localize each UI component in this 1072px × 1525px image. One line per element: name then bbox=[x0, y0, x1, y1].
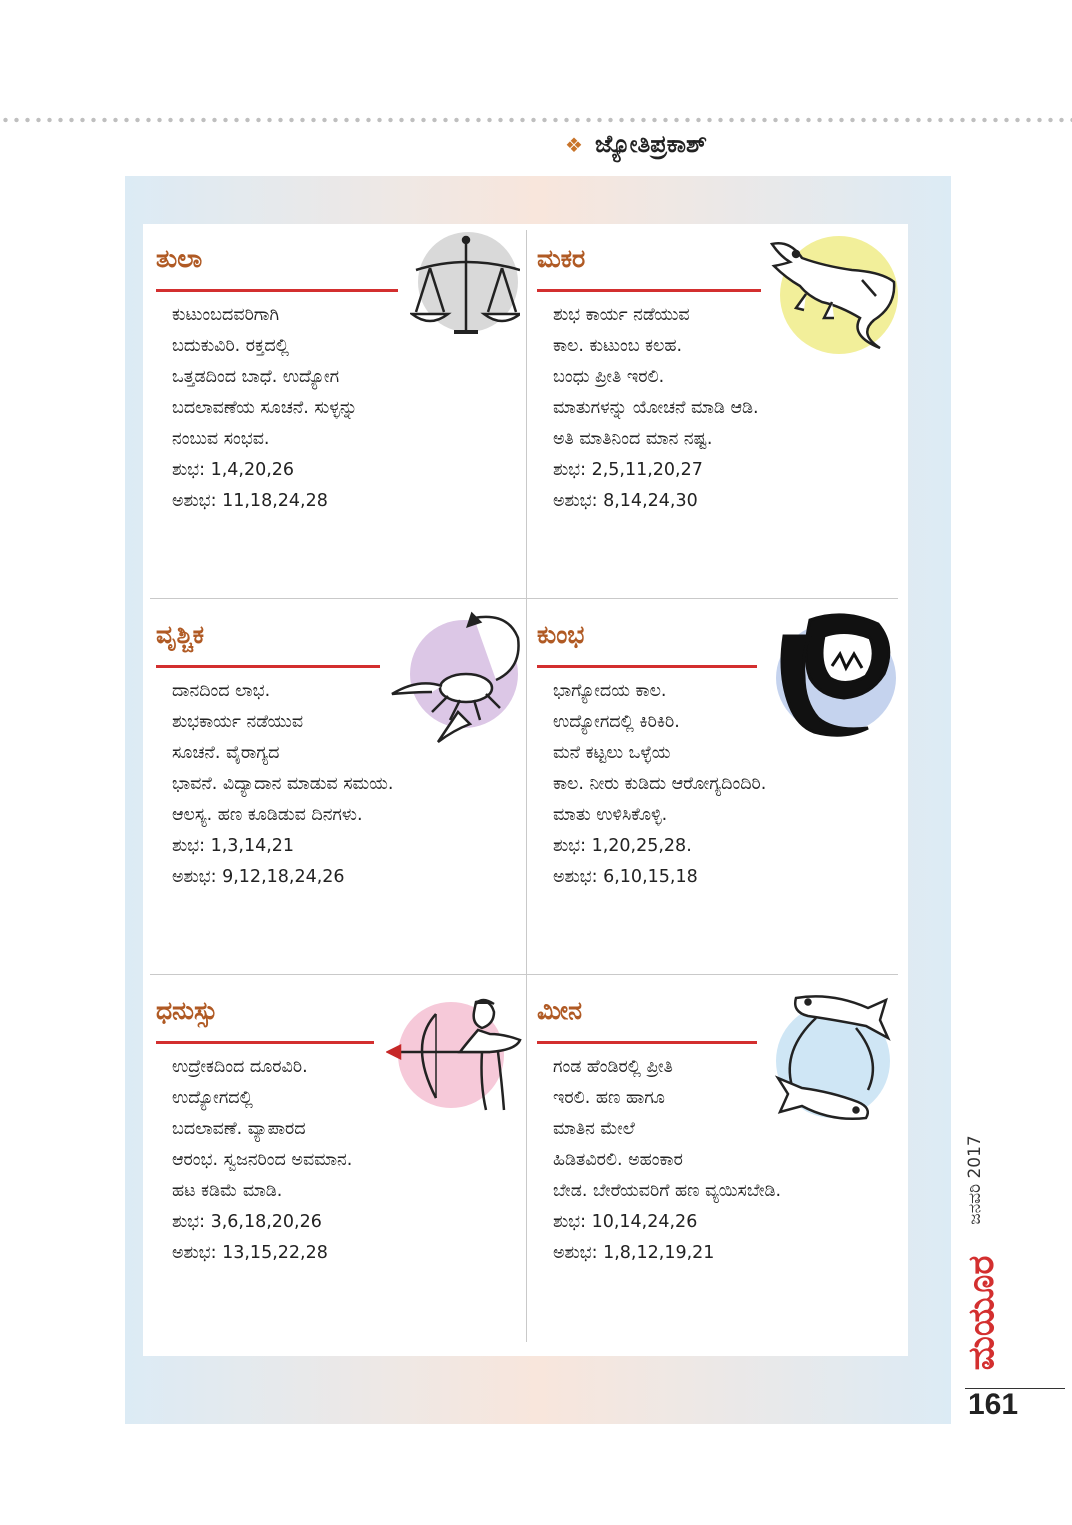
text-line: ನಂಬುವ ಸಂಭವ. bbox=[172, 429, 270, 449]
section-title: ಜ್ಯೋತಿಪ್ರಕಾಶ್ bbox=[594, 130, 707, 158]
column-divider bbox=[526, 230, 527, 1342]
row-divider bbox=[150, 974, 898, 975]
sagittarius-archer-icon bbox=[386, 994, 522, 1114]
text-line: ಆರಂಭ. ಸ್ವಜನರಿಂದ ಅವಮಾನ. bbox=[172, 1150, 353, 1170]
text-line: ಭಾವನೆ. ವಿದ್ಯಾದಾನ ಮಾಡುವ ಸಮಯ. bbox=[172, 774, 394, 794]
pisces-fish-icon bbox=[772, 990, 892, 1124]
title-underline bbox=[156, 665, 380, 668]
sign-title: ಕುಂಭ bbox=[537, 620, 585, 649]
text-line: ಒತ್ತಡದಿಂದ ಬಾಧೆ. ಉದ್ಯೋಗ bbox=[172, 367, 340, 387]
text-line: ಹಿಡಿತವಿರಲಿ. ಅಹಂಕಾರ bbox=[553, 1150, 683, 1170]
text-line: ಮನೆ ಕಟ್ಟಲು ಒಳ್ಳೆಯ bbox=[553, 743, 671, 763]
lucky-days: ಶುಭ: 1,3,14,21 bbox=[172, 836, 295, 856]
lucky-days: ಶುಭ: 3,6,18,20,26 bbox=[172, 1212, 322, 1232]
issue-date bbox=[962, 1130, 988, 1240]
sign-title: ತುಲಾ bbox=[156, 244, 203, 273]
text-line: ಬದುಕುವಿರಿ. ರಕ್ತದಲ್ಲಿ bbox=[172, 336, 289, 356]
sign-title: ಧನುಸ್ಸು bbox=[156, 996, 218, 1025]
sign-text bbox=[172, 676, 393, 893]
text-line: ಆಲಸ್ಯ. ಹಣ ಕೂಡಿಡುವ ದಿನಗಳು. bbox=[172, 805, 363, 825]
text-line: ಉದ್ರೇಕದಿಂದ ದೂರವಿರಿ. bbox=[172, 1057, 308, 1077]
aquarius-pot-icon bbox=[774, 606, 898, 744]
title-underline bbox=[156, 1041, 374, 1044]
section-heading bbox=[565, 130, 707, 158]
lucky-days: ಶುಭ: 1,4,20,26 bbox=[172, 460, 295, 480]
unlucky-days: ಅಶುಭ: 6,10,15,18 bbox=[553, 867, 698, 887]
text-line: ಅತಿ ಮಾತಿನಿಂದ ಮಾನ ನಷ್ಟ. bbox=[553, 429, 713, 449]
text-line: ಬದಲಾವಣೆಯ ಸೂಚನೆ. ಸುಳ್ಳನ್ನು bbox=[172, 398, 358, 418]
unlucky-days: ಅಶುಭ: 11,18,24,28 bbox=[172, 491, 328, 511]
lucky-days: ಶುಭ: 1,20,25,28. bbox=[553, 836, 692, 856]
text-line: ಶುಭಕಾರ್ಯ ನಡೆಯುವ bbox=[172, 712, 304, 732]
title-underline bbox=[537, 1041, 757, 1044]
scorpio-scorpion-icon bbox=[388, 608, 522, 748]
unlucky-days: ಅಶುಭ: 13,15,22,28 bbox=[172, 1243, 328, 1263]
unlucky-days: ಅಶುಭ: 8,14,24,30 bbox=[553, 491, 698, 511]
text-line: ಉದ್ಯೋಗದಲ್ಲಿ bbox=[172, 1088, 253, 1108]
text-line: ದಾನದಿಂದ ಲಾಭ. bbox=[172, 681, 271, 701]
text-line: ಉದ್ಯೋಗದಲ್ಲಿ ಕಿರಿಕಿರಿ. bbox=[553, 712, 680, 732]
lucky-days: ಶುಭ: 10,14,24,26 bbox=[553, 1212, 698, 1232]
text-line: ಭಾಗ್ಯೋದಯ ಕಾಲ. bbox=[553, 681, 667, 701]
text-line: ಕುಟುಂಬದವರಿಗಾಗಿ bbox=[172, 305, 280, 325]
sign-text bbox=[553, 676, 766, 893]
page-number: 161 bbox=[968, 1388, 1019, 1421]
sign-text bbox=[172, 1052, 352, 1269]
magazine-logo-text: ಮಯೂರ bbox=[961, 1255, 1002, 1371]
magazine-logo bbox=[962, 1250, 1002, 1370]
text-line: ಬಂಧು ಪ್ರೀತಿ ಇರಲಿ. bbox=[553, 367, 665, 387]
unlucky-days: ಅಶುಭ: 1,8,12,19,21 bbox=[553, 1243, 715, 1263]
text-line: ಇರಲಿ. ಹಣ ಹಾಗೂ bbox=[553, 1088, 665, 1108]
text-line: ಹಟ ಕಡಿಮೆ ಮಾಡಿ. bbox=[172, 1181, 283, 1201]
text-line: ಶುಭ ಕಾರ್ಯ ನಡೆಯುವ bbox=[553, 305, 690, 325]
sign-title: ಮಕರ bbox=[537, 244, 586, 273]
sign-title: ವೃಶ್ಚಿಕ bbox=[156, 620, 205, 649]
title-underline bbox=[537, 289, 761, 292]
text-line: ಕಾಲ. ನೀರು ಕುಡಿದು ಆರೋಗ್ಯದಿಂದಿರಿ. bbox=[553, 774, 767, 794]
text-line: ಬದಲಾವಣೆ. ವ್ಯಾಪಾರದ bbox=[172, 1119, 306, 1139]
title-underline bbox=[156, 289, 398, 292]
row-divider bbox=[150, 598, 898, 599]
text-line: ಮಾತಿನ ಮೇಲೆ bbox=[553, 1119, 635, 1139]
text-line: ಮಾತುಗಳನ್ನು ಯೋಚನೆ ಮಾಡಿ ಆಡಿ. bbox=[553, 398, 759, 418]
sign-text bbox=[553, 1052, 781, 1269]
sign-title: ಮೀನ bbox=[537, 996, 583, 1025]
issue-date-text: ಜನವರಿ 2017 bbox=[965, 1135, 985, 1225]
sign-text bbox=[553, 300, 759, 517]
title-underline bbox=[537, 665, 757, 668]
text-line: ಸೂಚನೆ. ವೈರಾಗ್ಯದ bbox=[172, 743, 280, 763]
diamond-bullet-icon: ❖ bbox=[565, 133, 583, 157]
text-line: ಕಾಲ. ಕುಟುಂಬ ಕಲಹ. bbox=[553, 336, 683, 356]
dotted-divider bbox=[0, 116, 1072, 124]
sign-text bbox=[172, 300, 357, 517]
lucky-days: ಶುಭ: 2,5,11,20,27 bbox=[553, 460, 703, 480]
unlucky-days: ಅಶುಭ: 9,12,18,24,26 bbox=[172, 867, 345, 887]
text-line: ಮಾತು ಉಳಿಸಿಕೊಳ್ಳಿ. bbox=[553, 805, 668, 825]
libra-scales-icon bbox=[410, 232, 520, 342]
text-line: ಗಂಡ ಹೆಂಡಿರಲ್ಲಿ ಪ್ರೀತಿ bbox=[553, 1057, 673, 1077]
capricorn-crocodile-icon bbox=[770, 236, 902, 356]
text-line: ಬೇಡ. ಬೇರೆಯವರಿಗೆ ಹಣ ವ್ಯಯಿಸಬೇಡಿ. bbox=[553, 1181, 782, 1201]
